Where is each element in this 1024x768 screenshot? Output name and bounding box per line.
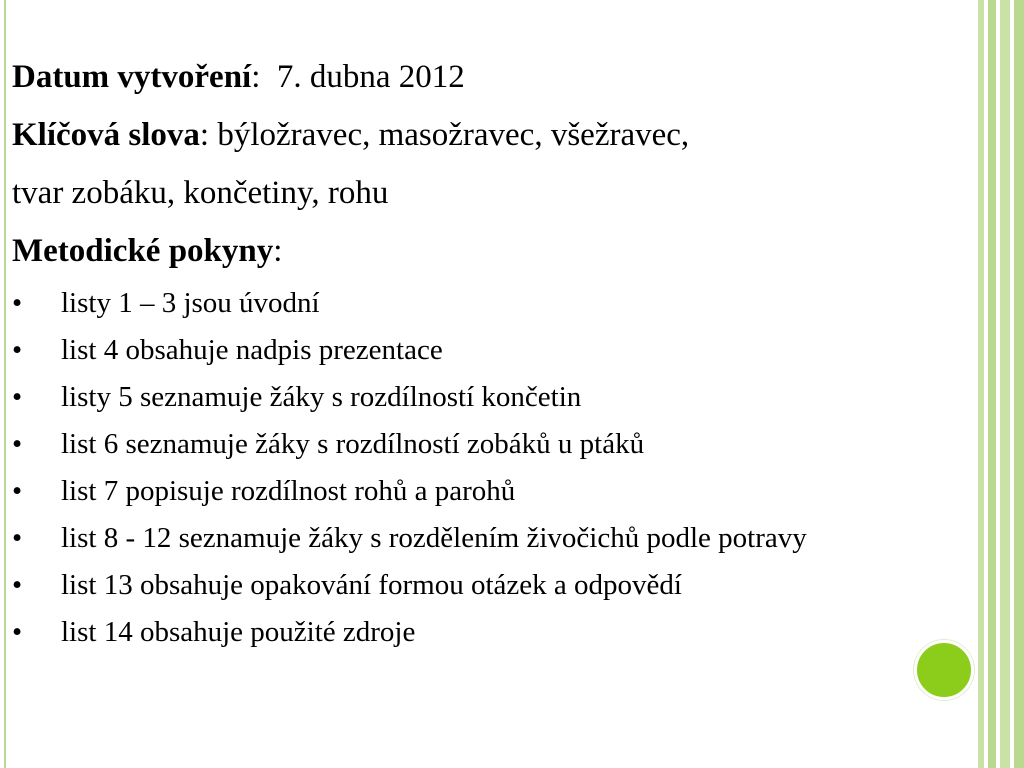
created-label: Datum vytvoření	[12, 59, 252, 95]
decorative-stripe	[1000, 0, 1010, 768]
bullet-icon: •	[12, 475, 23, 507]
list-item	[12, 609, 962, 656]
left-border-line	[4, 0, 6, 768]
decorative-stripe	[988, 0, 996, 768]
list-item-text: listy 1 – 3 jsou úvodní	[61, 287, 320, 319]
created-line: Datum vytvoření: 7. dubna 2012	[12, 59, 465, 95]
list-item-text: list 8 - 12 seznamuje žáky s rozdělením živočichů podle potravy	[61, 522, 807, 554]
bullet-icon: •	[12, 569, 23, 601]
list-item-text: list 6 seznamuje žáky s rozdílností zobáků u ptáků	[61, 428, 645, 460]
keywords-label: Klíčová slova	[12, 117, 200, 153]
keywords-line-continued	[12, 164, 962, 222]
bullet-icon: •	[12, 616, 23, 648]
list-item	[12, 280, 962, 327]
list-item-text: list 4 obsahuje nadpis prezentace	[61, 334, 443, 366]
list-item	[12, 421, 962, 468]
list-item	[12, 515, 962, 562]
list-item	[12, 327, 962, 374]
bullet-icon: •	[12, 381, 23, 413]
method-bullet-list	[12, 280, 962, 656]
keywords-value-continued: tvar zobáku, končetiny, rohu	[12, 175, 389, 211]
method-line: Metodické pokyny:	[12, 233, 283, 269]
bullet-icon: •	[12, 334, 23, 366]
slide-content	[12, 48, 962, 656]
bullet-icon: •	[12, 522, 23, 554]
method-label: Metodické pokyny	[12, 233, 274, 269]
decorative-stripe	[1014, 0, 1024, 768]
list-item	[12, 468, 962, 515]
list-item-text: list 7 popisuje rozdílnost rohů a parohů	[61, 475, 516, 507]
bullet-icon: •	[12, 428, 23, 460]
list-item	[12, 374, 962, 421]
keywords-value: býložravec, masožravec, všežravec,	[217, 117, 690, 153]
decorative-stripe	[978, 0, 984, 768]
bullet-icon: •	[12, 287, 23, 319]
list-item-text: list 13 obsahuje opakování formou otázek a odpovědí	[61, 569, 682, 601]
list-item	[12, 562, 962, 609]
created-value: 7. dubna 2012	[276, 59, 465, 95]
list-item-text: listy 5 seznamuje žáky s rozdílností končetin	[61, 381, 582, 413]
keywords-line: Klíčová slova: býložravec, masožravec, všežravec,	[12, 117, 690, 153]
list-item-text: list 14 obsahuje použité zdroje	[61, 616, 416, 648]
